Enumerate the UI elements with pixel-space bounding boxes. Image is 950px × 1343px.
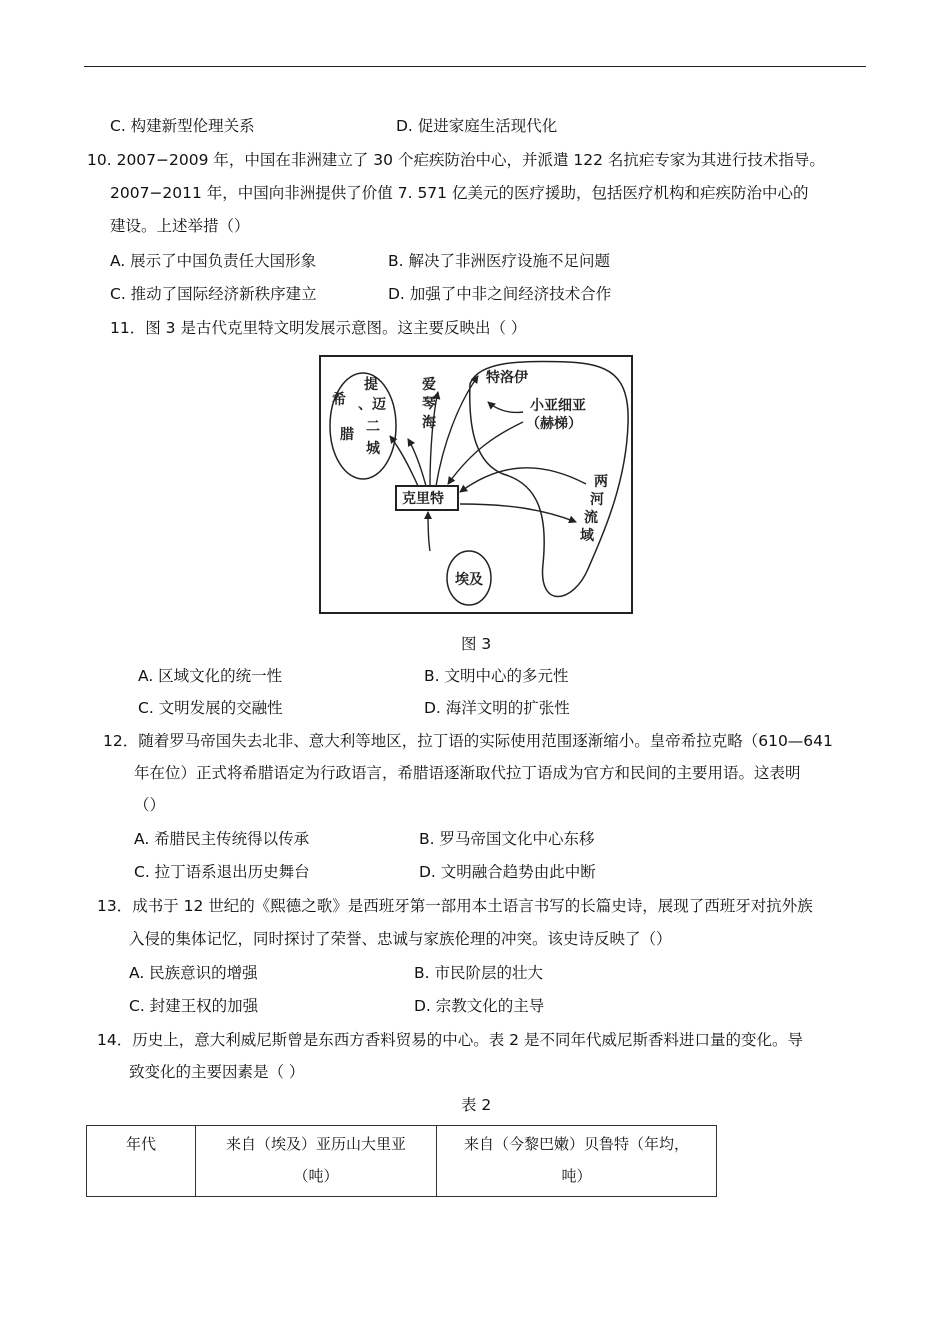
header-cell-alexandria: 来自（埃及）亚历山大里亚 （吨） xyxy=(196,1126,437,1197)
q14-stem-line-1: 14．历史上，意大利威尼斯曾是东西方香料贸易的中心。表 2 是不同年代威尼斯香料进口量的变化。导 xyxy=(97,1031,803,1049)
header-rule xyxy=(84,66,866,67)
label-tiryns-1: 提 xyxy=(364,377,378,393)
label-aegean-3: 海 xyxy=(422,415,436,431)
header-cell-beirut: 来自（今黎巴嫩）贝鲁特（年均， 吨） xyxy=(437,1126,717,1197)
label-tiryns-4: 城 xyxy=(366,441,380,457)
q12-stem-line-2: 年在位）正式将希腊语定为行政语言，希腊语逐渐取代拉丁语成为官方和民间的主要用语。这表明 xyxy=(134,764,801,782)
label-greece-2: 腊 xyxy=(340,427,354,443)
label-mesopotamia-4: 域 xyxy=(580,528,594,544)
q13-option-b: B. 市民阶层的壮大 xyxy=(414,964,543,982)
label-tiryns-2: 、迈 xyxy=(358,397,386,413)
label-crete: 克里特 xyxy=(402,491,444,507)
label-asia-minor: 小亚细亚 xyxy=(530,398,586,414)
header-cell-year: 年代 xyxy=(87,1126,196,1197)
q12-option-d: D. 文明融合趋势由此中断 xyxy=(419,863,596,881)
label-mesopotamia-1: 两 xyxy=(594,474,608,490)
q11-option-b: B. 文明中心的多元性 xyxy=(424,667,569,685)
label-hittite: （赫梯） xyxy=(526,416,582,432)
label-mesopotamia-2: 河 xyxy=(590,492,604,508)
table-2 xyxy=(86,1125,717,1197)
q13-option-c: C. 封建王权的加强 xyxy=(129,997,259,1015)
q10-stem-line-1: 10. 2007−2009 年，中国在非洲建立了 30 个疟疾防治中心，并派遣 122 名抗疟专家为其进行技术指导。 xyxy=(87,151,825,169)
table-header-row xyxy=(87,1126,717,1197)
label-aegean-2: 琴 xyxy=(422,396,436,412)
label-troy: 特洛伊 xyxy=(486,370,528,386)
q13-stem-line-1: 13．成书于 12 世纪的《熙德之歌》是西班牙第一部用本土语言书写的长篇史诗，展现了西班牙对抗外族 xyxy=(97,897,813,915)
q10-option-d: D. 加强了中非之间经济技术合作 xyxy=(388,285,612,303)
q9-option-c: C. 构建新型伦理关系 xyxy=(110,117,255,135)
figure-3-caption: 图 3 xyxy=(461,635,492,653)
label-aegean-1: 爱 xyxy=(422,377,436,393)
q12-option-a: A. 希腊民主传统得以传承 xyxy=(134,830,310,848)
q12-option-c: C. 拉丁语系退出历史舞台 xyxy=(134,863,310,881)
table-2-caption: 表 2 xyxy=(461,1096,492,1114)
q10-stem-line-2: 2007−2011 年，中国向非洲提供了价值 7. 571 亿美元的医疗援助，包括医疗机构和疟疾防治中心的 xyxy=(110,184,809,202)
label-egypt: 埃及 xyxy=(455,572,483,588)
greece-region xyxy=(330,373,396,479)
q12-stem-line-3: （） xyxy=(134,796,166,814)
q14-stem-line-2: 致变化的主要因素是（ ） xyxy=(129,1063,305,1081)
q11-option-c: C. 文明发展的交融性 xyxy=(138,699,283,717)
q13-stem-line-2: 入侵的集体记忆，同时探讨了荣誉、忠诚与家族伦理的冲突。该史诗反映了（） xyxy=(129,930,672,948)
label-greece-1: 希 xyxy=(332,392,346,408)
q11-option-a: A. 区域文化的统一性 xyxy=(138,667,283,685)
label-tiryns-3: 二 xyxy=(366,419,380,435)
q10-option-c: C. 推动了国际经济新秩序建立 xyxy=(110,285,317,303)
q9-option-d: D. 促进家庭生活现代化 xyxy=(396,117,558,135)
q10-option-a: A. 展示了中国负责任大国形象 xyxy=(110,252,317,270)
q10-option-b: B. 解决了非洲医疗设施不足问题 xyxy=(388,252,610,270)
q12-option-b: B. 罗马帝国文化中心东移 xyxy=(419,830,595,848)
crete-civilization-diagram xyxy=(318,354,634,615)
q13-option-a: A. 民族意识的增强 xyxy=(129,964,258,982)
q12-stem-line-1: 12．随着罗马帝国失去北非、意大利等地区，拉丁语的实际使用范围逐渐缩小。皇帝希拉克略（610—641 xyxy=(103,732,833,750)
label-mesopotamia-3: 流 xyxy=(584,510,598,526)
q13-option-d: D. 宗教文化的主导 xyxy=(414,997,545,1015)
q11-option-d: D. 海洋文明的扩张性 xyxy=(424,699,570,717)
q10-stem-line-3: 建设。上述举措（） xyxy=(110,217,250,235)
q11-stem: 11．图 3 是古代克里特文明发展示意图。这主要反映出（ ） xyxy=(110,319,527,337)
